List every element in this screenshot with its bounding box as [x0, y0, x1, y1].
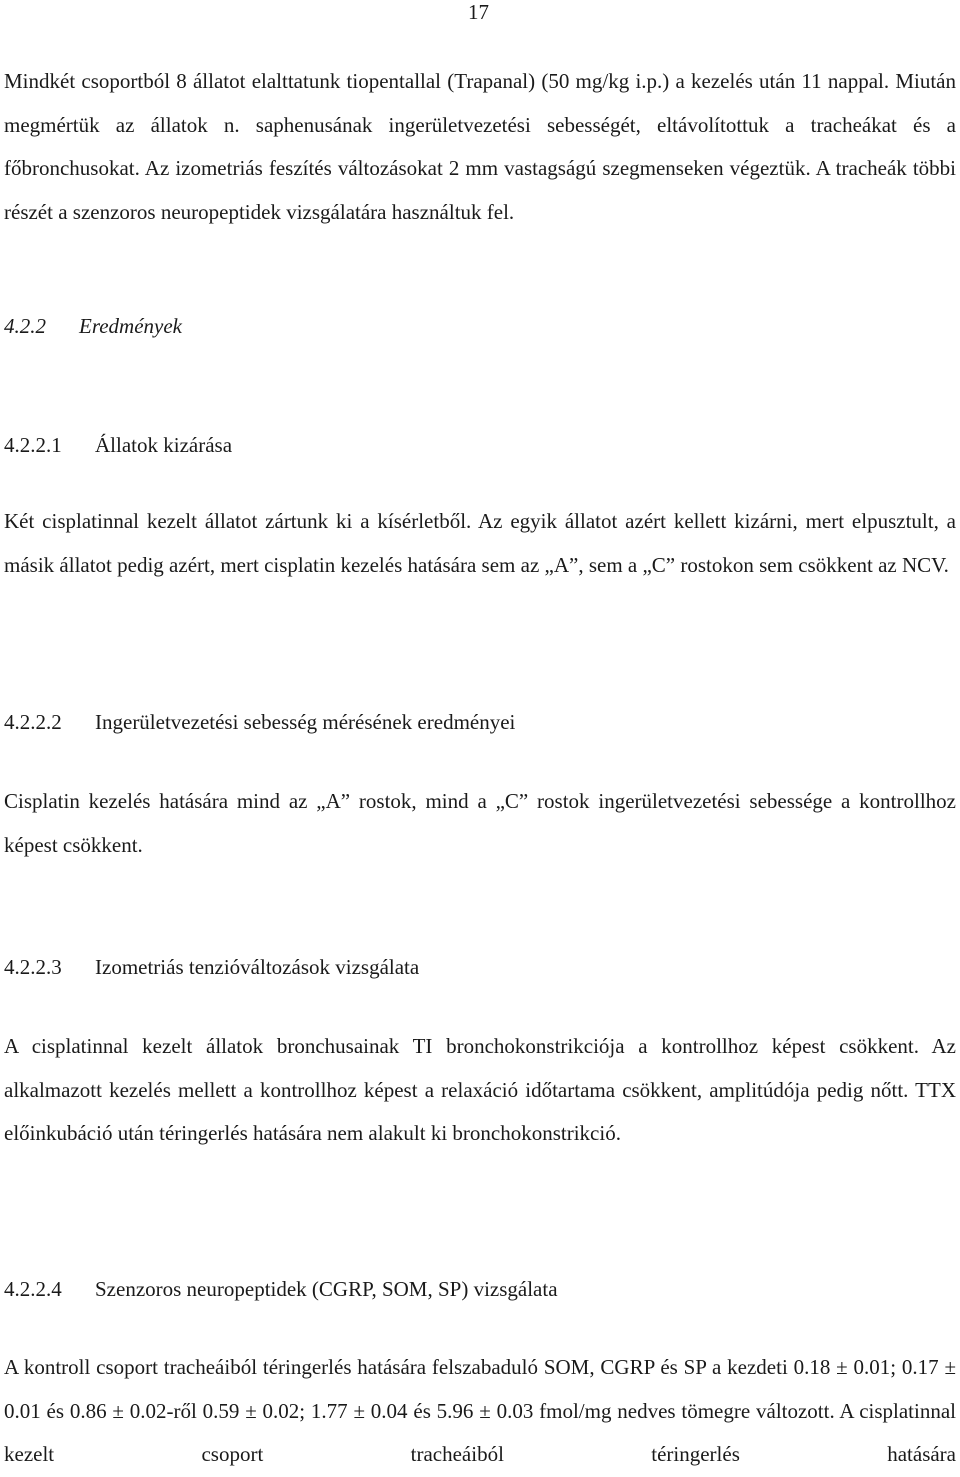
subsection-title: Szenzoros neuropeptidek (CGRP, SOM, SP) vizsgálata	[95, 1277, 558, 1301]
subsection-number: 4.2.2.4	[4, 1277, 62, 1301]
paragraph-ncv-results: Cisplatin kezelés hatására mind az „A” rostok, mind a „C” rostok ingerületvezetési sebessége a kontrollhoz képest csökkent.	[4, 789, 956, 857]
paragraph-neuropeptide-results: A kontroll csoport tracheáiból téringerlés hatására felszabaduló SOM, CGRP és SP a kezdeti 0.18 ± 0.01; 0.17 ± 0.01 és 0.86 ± 0.02-ről 0.59 ± 0.02; 1.77 ± 0.04 és 5.96 ± 0.03 fmol/mg nedves tömegre változott. A cisplatinnal kezelt csoport tracheáiból téringerlés hatására	[4, 1355, 956, 1466]
subsection-title: Ingerületvezetési sebesség mérésének eredményei	[95, 710, 516, 734]
paragraph-isometric-results: A cisplatinnal kezelt állatok bronchusainak TI bronchokonstrikciója a kontrollhoz képest csökkent. Az alkalmazott kezelés mellett a kontrollhoz képest a relaxáció időtartama csökkent, amplitúdója pedig nőtt. TTX előinkubáció után téringerlés hatására nem alakult ki bronchokonstrikció.	[4, 1034, 956, 1145]
subsection-heading-izometrias	[4, 955, 419, 979]
subsection-number: 4.2.2.1	[4, 433, 62, 457]
section-title: Eredmények	[79, 314, 182, 338]
subsection-number: 4.2.2.2	[4, 710, 62, 734]
paragraph-exclusion: Két cisplatinnal kezelt állatot zártunk ki a kísérletből. Az egyik állatot azért kellett kizárni, mert elpusztult, a másik állatot pedig azért, mert cisplatin kezelés hatására sem az „A”, sem a „C” rostokon sem csökkent az NCV.	[4, 509, 956, 577]
paragraph-methods: Mindkét csoportból 8 állatot elalttatunk tiopentallal (Trapanal) (50 mg/kg i.p.) a kezelés után 11 nappal. Miután megmértük az állatok n. saphenusának ingerületvezetési sebességét, eltávolítottuk a tracheákat és a főbronchusokat. Az izometriás feszítés változásokat 2 mm vastagságú szegmenseken végeztük. A tracheák többi részét a szenzoros neuropeptidek vizsgálatára használtuk fel.	[4, 69, 956, 224]
subsection-heading-allatok-kizarasa	[4, 433, 232, 457]
subsection-title: Izometriás tenzióváltozások vizsgálata	[95, 955, 420, 979]
section-number: 4.2.2	[4, 314, 46, 338]
page-number: 17	[468, 0, 489, 24]
subsection-heading-ingerulet	[4, 710, 515, 734]
subsection-title: Állatok kizárása	[95, 433, 233, 457]
subsection-number: 4.2.2.3	[4, 955, 62, 979]
subsection-heading-neuropeptidek	[4, 1277, 558, 1301]
section-heading-eredmenyek	[4, 314, 182, 338]
